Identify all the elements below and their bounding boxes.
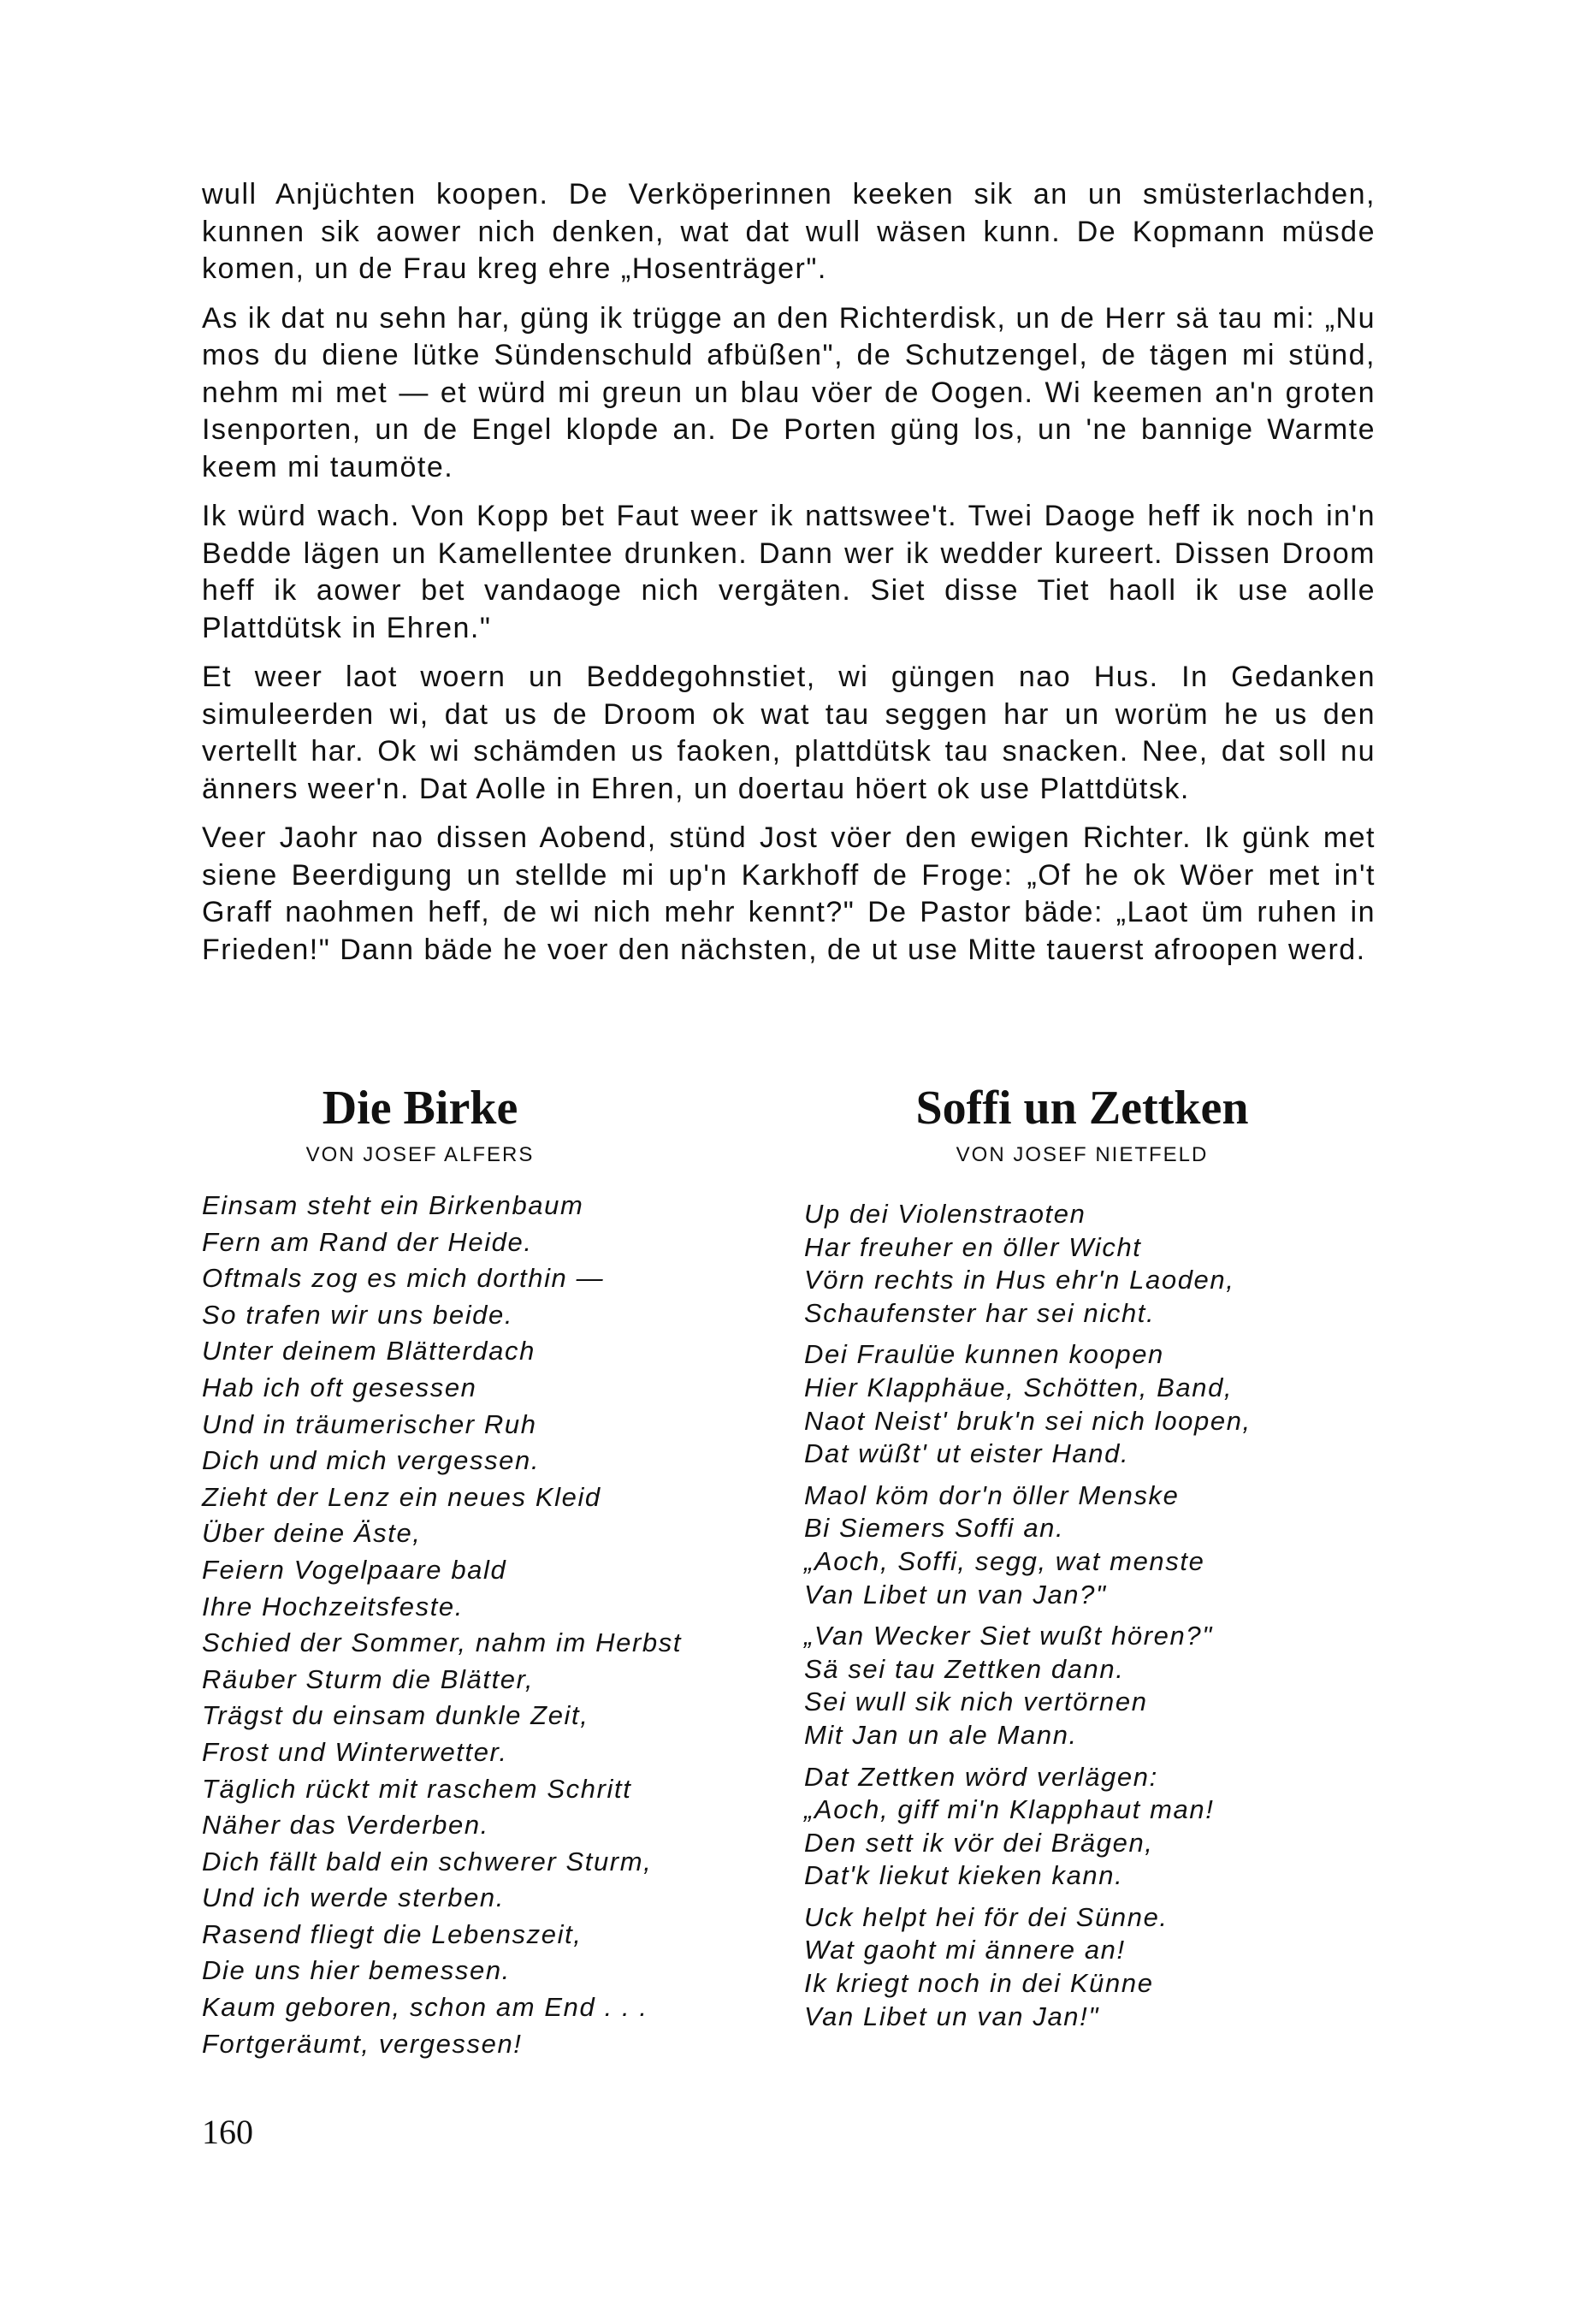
poem-title: Die Birke <box>322 1082 518 1135</box>
verse-line: Uck helpt hei för dei Sünne. <box>804 1901 1169 1932</box>
poem-die-birke <box>202 1080 681 2062</box>
verse-line: Täglich rückt mit raschem Schritt <box>202 1773 632 1804</box>
prose-paragraph: Veer Jaohr nao dissen Aobend, stünd Jost vöer den ewigen Richter. Ik günk met siene Beerdigung un stellde mi up'n Karkhoff de Froge: „Of he ok Wöer met in't Graff naohmen heff, de wi nich mehr kennt?" De Pastor bäde: „Laot üm ruhen in Frieden!" Dann bäde he voer den nächsten, de ut use Mitte tauerst afroopen werd. <box>202 821 1376 966</box>
verse-line: Dat'k liekut kieken kann. <box>804 1860 1124 1891</box>
page-number: 160 <box>202 2113 253 2151</box>
verse-line: Hier Klapphäue, Schötten, Band, <box>804 1372 1234 1402</box>
verse-line: „Aoch, giff mi'n Klapphaut man! <box>804 1794 1215 1825</box>
verse-line: Rasend fliegt die Lebenszeit, <box>202 1918 583 1949</box>
verse-line: So trafen wir uns beide. <box>202 1299 514 1330</box>
verse-line: Van Libet un van Jan!" <box>804 2001 1099 2031</box>
verse-line: Trägst du einsam dunkle Zeit, <box>202 1700 589 1731</box>
verse-line: Vörn rechts in Hus ehr'n Laoden, <box>804 1265 1235 1295</box>
verse-line: Up dei Violenstraoten <box>804 1199 1086 1229</box>
verse-line: Sä sei tau Zettken dann. <box>804 1653 1125 1684</box>
stanza <box>804 1338 1360 1470</box>
poem-soffi-un-zettken <box>804 1080 1360 2042</box>
verse-line: Maol köm dor'n öller Menske <box>804 1479 1180 1510</box>
verse-line: Unter deinem Blätterdach <box>202 1336 536 1367</box>
verse-line: Fern am Rand der Heide. <box>202 1226 533 1257</box>
verse-line: Naot Neist' bruk'n sei nich loopen, <box>804 1405 1252 1436</box>
verse-line: „Van Wecker Siet wußt hören?" <box>804 1621 1213 1651</box>
verse-line: Van Libet un van Jan?" <box>804 1579 1107 1610</box>
verse-line: Zieht der Lenz ein neues Kleid <box>202 1481 601 1512</box>
verse-line: Wat gaoht mi ännere an! <box>804 1935 1126 1965</box>
prose-paragraph: As ik dat nu sehn har, güng ik trügge an den Richterdisk, un de Herr sä tau mi: „Nu mos du diene lütke Sündenschuld afbüßen", de Schutzengel, de tägen mi stünd, nehm mi met — et würd mi greun un blau vöer de Oogen. Wi keemen an'n groten Isenporten, un de Engel klopde an. De Porten güng los, un 'ne bannige Warmte keem mi taumöte. <box>202 301 1376 483</box>
verse-line: Schied der Sommer, nahm im Herbst <box>202 1627 683 1658</box>
verse-line: Hab ich oft gesessen <box>202 1372 477 1402</box>
poem-title: Soffi un Zettken <box>915 1082 1249 1135</box>
prose-section <box>202 176 1376 981</box>
prose-paragraph: Et weer laot woern un Beddegohnstiet, wi güngen nao Hus. In Gedanken simuleerden wi, dat us de Droom ok wat tau seggen har un worüm he us den vertellt har. Ok wi schämden us faoken, plattdütsk tau snacken. Nee, dat soll nu änners weer'n. Dat Aolle in Ehren, un doertau höert ok use Plattdütsk. <box>202 661 1376 805</box>
verse-line: Ihre Hochzeitsfeste. <box>202 1591 464 1621</box>
poem-verse <box>804 1198 1360 2033</box>
verse-line: Dat wüßt' ut eister Hand. <box>804 1438 1130 1469</box>
verse-line: Schaufenster har sei nicht. <box>804 1297 1156 1328</box>
verse-line: Dei Fraulüe kunnen koopen <box>804 1339 1164 1370</box>
stanza <box>804 1901 1360 2033</box>
verse-line: Einsam steht ein Birkenbaum <box>202 1190 584 1220</box>
stanza <box>804 1198 1360 1330</box>
verse-line: Und in träumerischer Ruh <box>202 1408 537 1439</box>
verse-line: Dich fällt bald ein schwerer Sturm, <box>202 1846 653 1876</box>
verse-line: Bi Siemers Soffi an. <box>804 1513 1065 1544</box>
verse-line: Ik kriegt noch in dei Künne <box>804 1968 1154 1999</box>
stanza <box>804 1761 1360 1893</box>
verse-line: Dich und mich vergessen. <box>202 1445 541 1476</box>
verse-line: Sei wull sik nich vertörnen <box>804 1687 1148 1717</box>
poem-author: VON JOSEF NIETFELD <box>956 1143 1209 1166</box>
stanza <box>804 1620 1360 1752</box>
stanza <box>804 1479 1360 1611</box>
verse-line: Fortgeräumt, vergessen! <box>202 2028 523 2059</box>
verse-line: Die uns hier bemessen. <box>202 1955 511 1986</box>
prose-paragraph: Ik würd wach. Von Kopp bet Faut weer ik nattswee't. Twei Daoge heff ik noch in'n Bedde lägen un Kamellentee drunken. Dann wer ik wedder kureert. Dissen Droom heff ik aower bet vandaoge nich vergäten. Siet disse Tiet haoll ik use aolle Plattdütsk in Ehren." <box>202 500 1376 644</box>
verse-line: Mit Jan un ale Mann. <box>804 1719 1078 1750</box>
verse-line: Näher das Verderben. <box>202 1810 489 1841</box>
verse-line: Kaum geboren, schon am End . . . <box>202 1992 648 2023</box>
poem-author: VON JOSEF ALFERS <box>305 1143 535 1166</box>
verse-line: Den sett ik vör dei Brägen, <box>804 1827 1154 1858</box>
verse-line: Oftmals zog es mich dorthin — <box>202 1263 605 1294</box>
poem-verse <box>202 1188 681 2062</box>
prose-paragraph: wull Anjüchten koopen. De Verköperinnen keeken sik an un smüsterlachden, kunnen sik aower nich denken, wat dat wull wäsen kunn. De Kopmann müsde komen, un de Frau kreg ehre „Hosenträger". <box>202 178 1376 285</box>
verse-line: Har freuher en öller Wicht <box>804 1231 1142 1262</box>
verse-line: Frost und Winterwetter. <box>202 1736 508 1767</box>
verse-line: Räuber Sturm die Blätter, <box>202 1663 535 1694</box>
verse-line: Feiern Vogelpaare bald <box>202 1554 507 1585</box>
verse-line: Über deine Äste, <box>202 1518 422 1549</box>
verse-line: Und ich werde sterben. <box>202 1882 505 1913</box>
verse-line: „Aoch, Soffi, segg, wat menste <box>804 1545 1205 1576</box>
verse-line: Dat Zettken wörd verlägen: <box>804 1761 1158 1792</box>
